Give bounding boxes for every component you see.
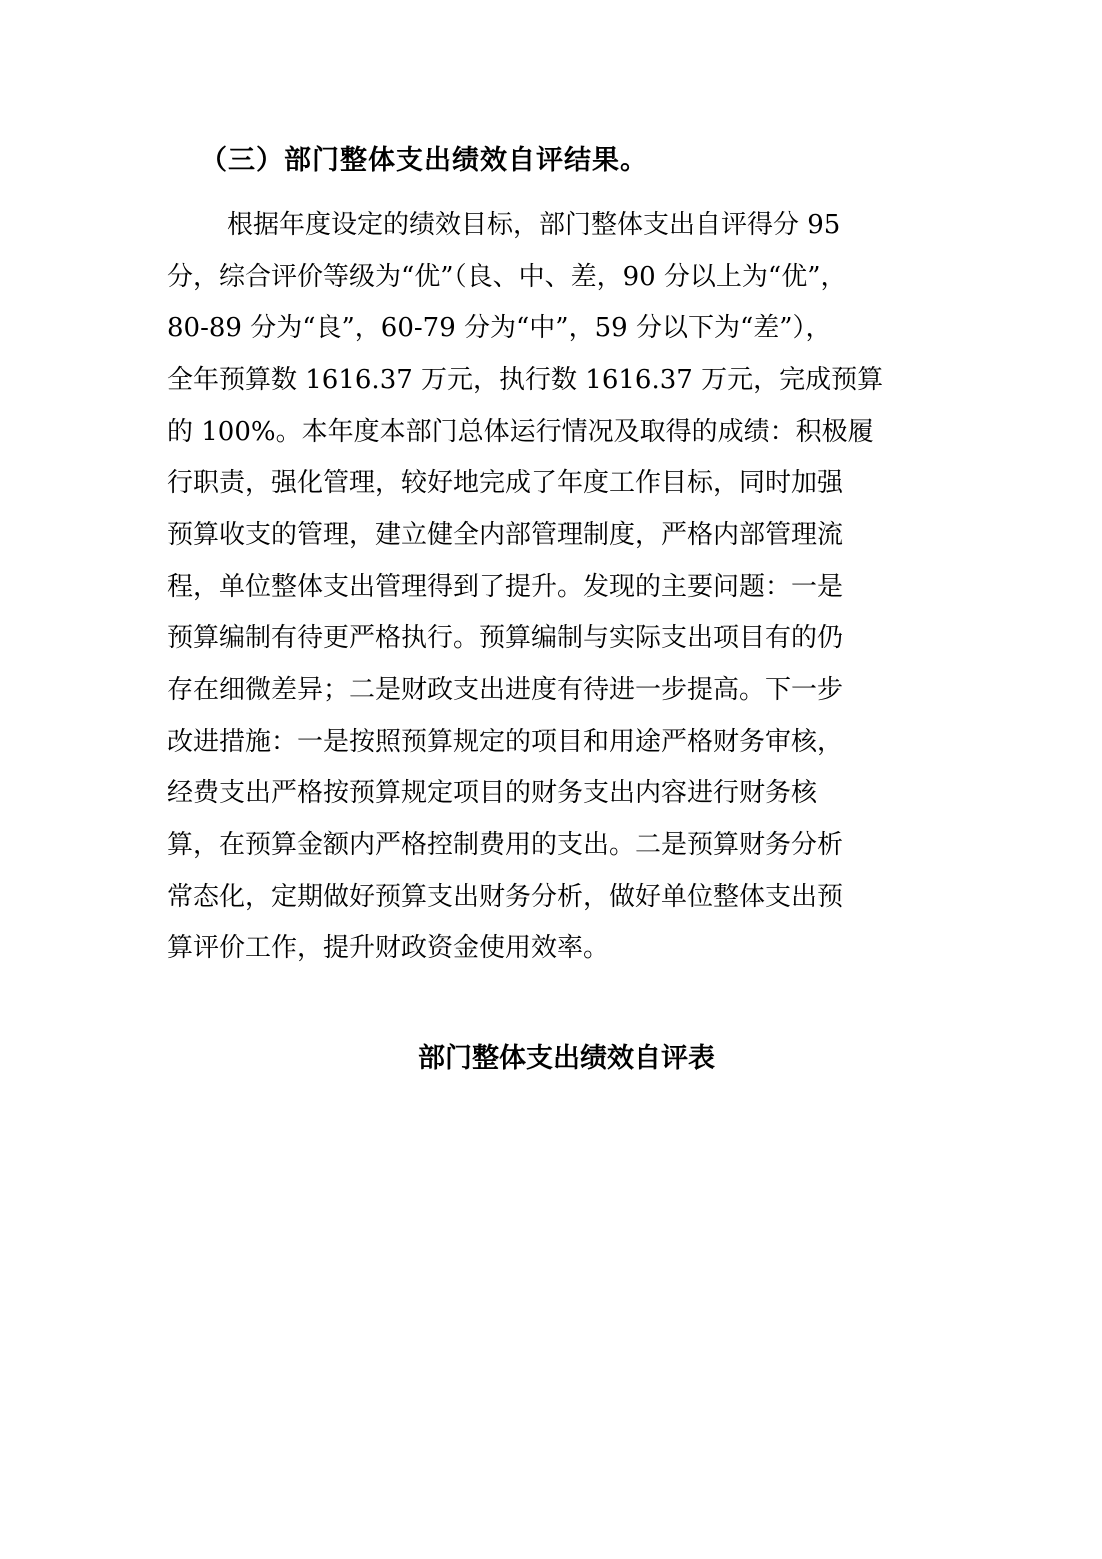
paragraph-line: 根据年度设定的绩效目标，部门整体支出自评得分 95 (227, 210, 841, 240)
section-heading: （三）部门整体支出绩效自评结果。 (200, 145, 648, 176)
paragraph-line: 算评价工作，提升财政资金使用效率。 (167, 933, 610, 963)
paragraph-line: 80-89 分为“良”，60-79 分为“中”，59 分以下为“差”）， (167, 313, 832, 343)
paragraph-line: 经费支出严格按预算规定项目的财务支出内容进行财务核 (167, 778, 818, 808)
paragraph-line: 行职责，强化管理，较好地完成了年度工作目标，同时加强 (167, 468, 844, 498)
paragraph-line: 预算收支的管理，建立健全内部管理制度，严格内部管理流 (167, 520, 844, 550)
paragraph-line: 改进措施：一是按照预算规定的项目和用途严格财务审核， (167, 727, 844, 757)
table-title: 部门整体支出绩效自评表 (418, 1043, 715, 1074)
paragraph-line: 预算编制有待更严格执行。预算编制与实际支出项目有的仍 (167, 623, 844, 653)
paragraph-line: 常态化，定期做好预算支出财务分析，做好单位整体支出预 (167, 882, 844, 912)
paragraph-line: 算，在预算金额内严格控制费用的支出。二是预算财务分析 (167, 830, 844, 860)
paragraph-line: 程，单位整体支出管理得到了提升。发现的主要问题：一是 (167, 572, 844, 602)
paragraph-line: 全年预算数 1616.37 万元，执行数 1616.37 万元，完成预算 (167, 365, 884, 395)
paragraph-line: 分，综合评价等级为“优”（良、中、差，90 分以上为“优”， (167, 262, 847, 292)
paragraph-line: 的 100%。本年度本部门总体运行情况及取得的成绩：积极履 (167, 417, 874, 447)
paragraph-line: 存在细微差异；二是财政支出进度有待进一步提高。下一步 (167, 675, 844, 705)
